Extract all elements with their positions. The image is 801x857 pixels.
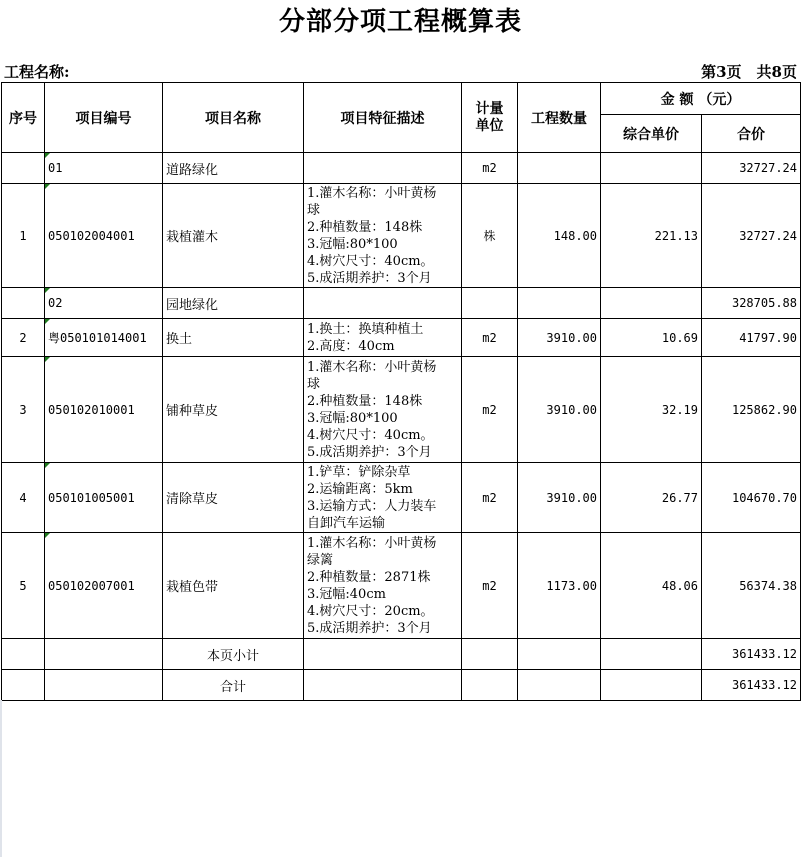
subtotal-code-cell[interactable] [45,639,163,670]
header-total: 合价 [702,115,801,153]
description-line: 绿篱 [307,552,334,568]
subtotal-row[interactable] [2,639,801,670]
description-line: 自卸汽车运输 [307,515,386,531]
row-qty[interactable] [518,288,601,319]
grand-total-code-cell[interactable] [45,670,163,701]
row-description[interactable] [304,357,462,463]
description-line: 球 [307,202,321,218]
table-row[interactable] [2,319,801,357]
page-info: 第3页 共8页 [701,63,797,81]
description-line: 2.种植数量：148株 [307,219,423,235]
row-code[interactable]: 02 [45,288,163,319]
description-line: 5.成活期养护：3个月 [307,620,432,636]
row-code[interactable]: 050101005001 [45,463,163,533]
row-total[interactable]: 104670.70 [702,463,801,533]
row-qty[interactable]: 148.00 [518,184,601,288]
subtotal-seq-cell[interactable] [2,639,45,670]
header-code: 项目编号 [45,83,163,153]
row-seq[interactable]: 2 [2,319,45,357]
row-code[interactable]: 01 [45,153,163,184]
table-body [2,153,801,639]
header-name: 项目名称 [163,83,304,153]
header-desc: 项目特征描述 [304,83,462,153]
description-line: 5.成活期养护：3个月 [307,270,432,286]
estimate-table [1,82,801,701]
row-seq[interactable]: 1 [2,184,45,288]
row-name[interactable]: 换土 [163,319,304,357]
description-line: 1.灌木名称：小叶黄杨 [307,535,437,551]
description-line: 2.高度：40cm [307,338,395,354]
description-line: 3.冠幅:40cm [307,586,386,602]
row-seq[interactable] [2,288,45,319]
subtotal-price-cell[interactable] [601,639,702,670]
row-unit[interactable]: m2 [462,533,518,639]
description-line: 1.换土：换填种植土 [307,321,424,337]
row-seq[interactable]: 4 [2,463,45,533]
description-line: 2.运输距离：5km [307,481,413,497]
row-description[interactable] [304,319,462,357]
header-unit-price: 综合单价 [601,115,702,153]
description-line: 3.冠幅:80*100 [307,236,398,252]
table-row[interactable] [2,153,801,184]
row-total[interactable]: 32727.24 [702,153,801,184]
description-line: 5.成活期养护：3个月 [307,444,432,460]
row-qty[interactable]: 3910.00 [518,319,601,357]
row-total[interactable]: 125862.90 [702,357,801,463]
description-line: 4.树穴尺寸：40cm。 [307,253,434,269]
row-unit-price[interactable] [601,288,702,319]
grand-total-value[interactable]: 361433.12 [702,670,801,701]
row-total[interactable]: 32727.24 [702,184,801,288]
header-seq: 序号 [2,83,45,153]
row-unit[interactable]: m2 [462,357,518,463]
table-row[interactable] [2,357,801,463]
subtotal-desc-cell[interactable] [304,639,462,670]
row-qty[interactable]: 1173.00 [518,533,601,639]
description-line: 4.树穴尺寸：20cm。 [307,603,434,619]
row-name[interactable]: 铺种草皮 [163,357,304,463]
row-unit-price[interactable]: 26.77 [601,463,702,533]
row-name[interactable]: 道路绿化 [163,153,304,184]
subtotal-value[interactable]: 361433.12 [702,639,801,670]
description-line: 3.冠幅:80*100 [307,410,398,426]
subtotal-qty-cell[interactable] [518,639,601,670]
row-unit-price[interactable]: 10.69 [601,319,702,357]
grand-total-price-cell[interactable] [601,670,702,701]
row-code[interactable]: 粤050101014001 [45,319,163,357]
row-unit-price[interactable] [601,153,702,184]
header-unit: 计量单位 [462,83,518,153]
row-qty[interactable] [518,153,601,184]
subtotal-unit-cell[interactable] [462,639,518,670]
row-total[interactable]: 41797.90 [702,319,801,357]
row-unit-price[interactable]: 48.06 [601,533,702,639]
grand-total-seq-cell[interactable] [2,670,45,701]
description-line: 2.种植数量：148株 [307,393,423,409]
row-total[interactable]: 56374.38 [702,533,801,639]
row-description[interactable] [304,184,462,288]
grand-total-row[interactable] [2,670,801,701]
table-row[interactable] [2,463,801,533]
row-seq[interactable]: 5 [2,533,45,639]
row-name[interactable]: 栽植灌木 [163,184,304,288]
description-line: 1.铲草：铲除杂草 [307,464,411,480]
row-description[interactable] [304,153,462,184]
description-line: 球 [307,376,321,392]
project-name-label: 工程名称: [4,63,70,81]
row-unit[interactable]: m2 [462,463,518,533]
sheet-title: 分部分项工程概算表 [278,7,522,37]
table-row[interactable] [2,184,801,288]
row-total[interactable]: 328705.88 [702,288,801,319]
header-qty: 工程数量 [518,83,601,153]
row-description[interactable] [304,463,462,533]
grand-total-desc-cell[interactable] [304,670,462,701]
row-code[interactable]: 050102010001 [45,357,163,463]
row-unit[interactable] [462,288,518,319]
row-code[interactable]: 050102007001 [45,533,163,639]
subtotal-label[interactable]: 本页小计 [163,639,304,670]
row-description[interactable] [304,533,462,639]
row-unit[interactable]: 株 [462,184,518,288]
table-row[interactable] [2,288,801,319]
row-qty[interactable]: 3910.00 [518,357,601,463]
description-line: 2.种植数量：2871株 [307,569,431,585]
row-seq[interactable] [2,153,45,184]
grand-total-qty-cell[interactable] [518,670,601,701]
table-row[interactable] [2,533,801,639]
description-line: 1.灌木名称：小叶黄杨 [307,359,437,375]
row-qty[interactable]: 3910.00 [518,463,601,533]
description-line: 3.运输方式：人力装车 [307,498,437,514]
grand-total-label[interactable]: 合计 [163,670,304,701]
description-line: 1.灌木名称：小叶黄杨 [307,185,437,201]
grand-total-unit-cell[interactable] [462,670,518,701]
description-line: 4.树穴尺寸：40cm。 [307,427,434,443]
sheet-edge [0,700,2,857]
header-amount: 金 额 （元） [601,83,801,115]
row-unit-price[interactable]: 221.13 [601,184,702,288]
row-description[interactable] [304,288,462,319]
row-seq[interactable]: 3 [2,357,45,463]
row-name[interactable]: 栽植色带 [163,533,304,639]
row-unit[interactable]: m2 [462,319,518,357]
row-unit[interactable]: m2 [462,153,518,184]
row-unit-price[interactable]: 32.19 [601,357,702,463]
row-code[interactable]: 050102004001 [45,184,163,288]
row-name[interactable]: 清除草皮 [163,463,304,533]
row-name[interactable]: 园地绿化 [163,288,304,319]
